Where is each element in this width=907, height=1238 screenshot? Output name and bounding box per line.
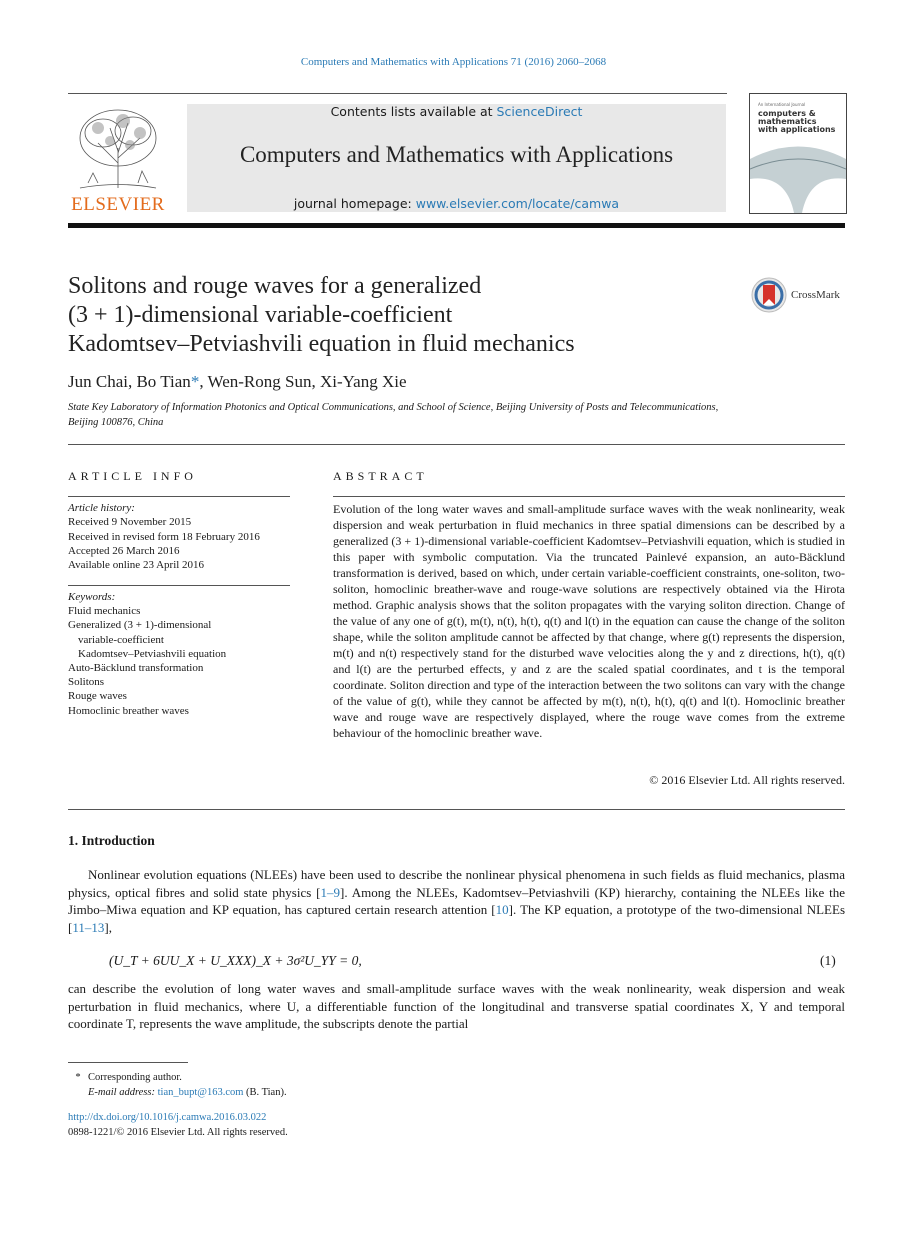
keyword: Fluid mechanics (68, 605, 141, 618)
footnote (68, 1070, 568, 1100)
equation-1: (U_T + 6UU_X + U_XXX)_X + 3σ²U_YY = 0, (109, 953, 362, 968)
divider (68, 809, 845, 810)
email-label: E-mail address: (88, 1087, 158, 1098)
keywords-label: Keywords: (68, 591, 116, 603)
corresponding-author-mark[interactable]: * (190, 372, 200, 391)
intro-text: Nonlinear evolution equations (NLEEs) have been used to describe the nonlinear physical phenomena in such fields as fluid mechanics, plasma physics, optical fibres and solid state physics [ (68, 867, 845, 900)
abstract-copyright: © 2016 Elsevier Ltd. All rights reserved. (649, 773, 845, 787)
sciencedirect-link[interactable]: ScienceDirect (496, 104, 583, 119)
journal-cover-thumbnail[interactable] (749, 93, 847, 214)
crossmark-badge[interactable] (751, 277, 851, 315)
revised-date: Received in revised form 18 February 2016 (68, 530, 260, 543)
citation-link[interactable]: 11–13 (72, 919, 105, 935)
intro-text: ], (104, 919, 112, 935)
intro-text: ]. The KP equation, a prototype of the two-dimensional NLEEs [ (68, 902, 845, 935)
article-history (68, 501, 298, 572)
email-link[interactable]: tian_bupt@163.com (157, 1087, 244, 1098)
article-title (68, 272, 688, 359)
received-date: Received 9 November 2015 (68, 516, 192, 529)
journal-title: Computers and Mathematics with Applications (239, 142, 674, 167)
crossmark-icon (751, 277, 787, 313)
keyword-continued: Kadomtsev–Petviashvili equation (78, 647, 227, 660)
keyword: Rouge waves (68, 690, 127, 703)
online-date: Available online 23 April 2016 (68, 559, 205, 572)
crossmark-label: CrossMark (791, 289, 840, 301)
doi-link[interactable]: http://dx.doi.org/10.1016/j.camwa.2016.03.022 (68, 1112, 267, 1123)
elsevier-logo-text: ELSEVIER (71, 194, 165, 215)
keywords-list (68, 590, 298, 718)
history-label: Article history: (68, 502, 135, 514)
authors-rest: , Wen-Rong Sun, Xi-Yang Xie (199, 372, 407, 391)
footnote-mark: * (75, 1072, 81, 1083)
keyword: Homoclinic breather waves (68, 704, 189, 717)
elsevier-logo[interactable] (68, 103, 168, 215)
footnote-label: Corresponding author. (88, 1072, 182, 1083)
title-line-1: Solitons and rouge waves for a generalized (68, 273, 482, 299)
homepage-link[interactable]: www.elsevier.com/locate/camwa (415, 196, 620, 211)
contents-prefix: Contents lists available at (330, 104, 497, 119)
homepage-prefix: journal homepage: (293, 196, 416, 211)
abstract-heading: ABSTRACT (333, 469, 428, 483)
abstract-body: Evolution of the long water waves and small-amplitude surface waves with the weak nonlinearity, weak dispersion and weak perturbation in fluid mechanics in three spatial dimensions can be described by a generalized (3 + 1)-dimensional variable-coefficient Kadomtsev–Petviashvili equation, which is studied in this paper with symbolic computation. Via the truncated Painlevé expansion, an auto-Bäcklund transformation is derived, based on which, under certain variable-coefficient constraints, one-soliton, two-soliton, homoclinic breather-wave and rouge-wave solutions are respectively obtained via the Hirota method. Graphic analysis shows that the soliton propagates with the varying soliton direction. Change of the value of any one of g(t), m(t), n(t), h(t), q(t) and l(t) in the equation can cause the change of the soliton shape, while the soliton amplitude cannot be affected by that change, where g(t) represents the dispersion, m(t) and n(t) respectively stand for the disturbed wave velocities along the y and z directions, h(t), q(t) and l(t) are the perturbed effects, y and z are the scaled spatial coordinates, and t is the temporal coordinate. Soliton direction and type of the interaction between the two solitons can vary with the change of the value of g(t), while they cannot be affected by m(t), n(t), h(t), q(t) and l(t). Homoclinic breather wave and rouge wave are respectively displayed, where the rouge wave comes from the extreme behaviour of the homoclinic breather wave. (333, 502, 845, 740)
keyword: Auto-Bäcklund transformation (68, 662, 204, 675)
affiliation: State Key Laboratory of Information Photonics and Optical Communications, and School of Science, Beijing University of Posts and Telecommunications, Beijing 100876, China (68, 402, 719, 428)
intro-paragraph-1 (68, 866, 845, 936)
footnote-rule (68, 1062, 188, 1063)
intro-paragraph-2: can describe the evolution of long water waves and small-amplitude surface waves with the weak nonlinearity, weak dispersion and weak perturbation in fluid mechanics, where U, a differentiable function of the longitudinal and transverse spatial coordinates X, Y and temporal coordinate T, represents the wave amplitude, the subscripts denote the partial (68, 981, 845, 1031)
cover-wave-graphic (750, 139, 846, 213)
citation-link[interactable]: 10 (495, 902, 509, 917)
keyword: Generalized (3 + 1)-dimensional (68, 619, 212, 632)
journal-reference[interactable]: Computers and Mathematics with Applications 71 (2016) 2060–2068 (300, 56, 607, 68)
homepage-line (187, 196, 726, 211)
title-line-3: Kadomtsev–Petviashvili equation in fluid mechanics (68, 331, 575, 357)
email-suffix: (B. Tian). (243, 1087, 287, 1098)
intro-text: ]. Among the NLEEs, Kadomtsev–Petviashvili (KP) hierarchy, containing the NLEEs like the Jimbo–Miwa equation and KP equation, has captured certain research attention [ (68, 884, 846, 917)
issn-copyright: 0898-1221/© 2016 Elsevier Ltd. All rights reserved. (68, 1127, 288, 1138)
doi-block (68, 1110, 568, 1140)
keyword-continued: variable-coefficient (78, 633, 164, 646)
equation-number: (1) (820, 953, 836, 968)
header-top-rule (68, 93, 727, 94)
author-list (68, 372, 768, 392)
cover-title: computers & mathematics with applications (758, 109, 836, 134)
authors-first: Jun Chai, Bo Tian (68, 372, 191, 391)
contents-line (187, 104, 726, 119)
title-line-2: (3 + 1)-dimensional variable-coefficient (68, 302, 453, 328)
cover-subtitle: An International Journal (758, 102, 806, 107)
divider (68, 585, 290, 586)
header-thick-rule (68, 223, 845, 228)
keyword: Solitons (68, 676, 105, 689)
divider (333, 496, 845, 497)
accepted-date: Accepted 26 March 2016 (68, 544, 180, 557)
section-heading-introduction: 1. Introduction (68, 833, 155, 848)
citation-link[interactable]: 1–9 (320, 884, 340, 900)
article-info-heading: ARTICLE INFO (68, 469, 197, 483)
divider (68, 444, 845, 445)
divider (68, 496, 290, 497)
